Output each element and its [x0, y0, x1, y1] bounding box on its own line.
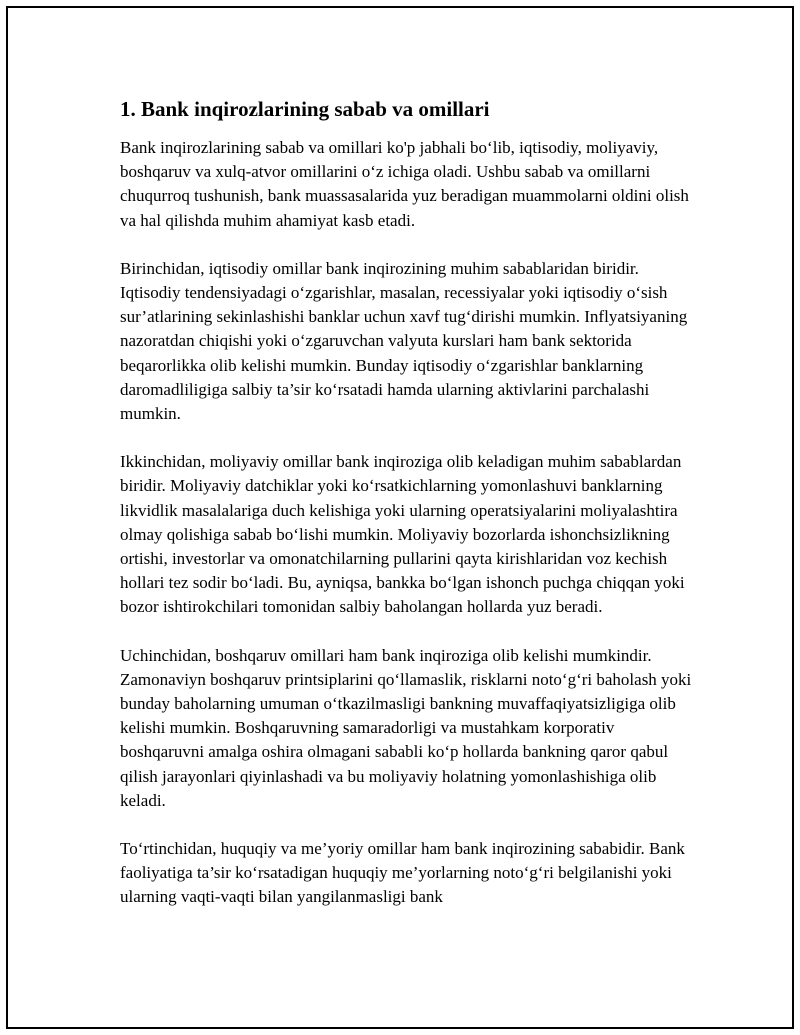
paragraph-2: Birinchidan, iqtisodiy omillar bank inqirozining muhim sabablaridan biridir. Iqtisodiy tendensiyadagi o‘zgarishlar, masalan, recessiyalar yoki iqtisodiy o‘sish sur’atlarining sekinlashishi banklar uchun xavf tug‘dirishi mumkin. Inflyatsiyaning nazoratdan chiqishi yoki o‘zgaruvchan valyuta kurslari ham bank sektorida beqarorlikka olib kelishi mumkin. Bunday iqtisodiy o‘zgarishlar banklarning daromadliligiga salbiy ta’sir ko‘rsatadi hamda ularning aktivlarini parchalashi mumkin.	[120, 258, 688, 424]
document-content	[120, 94, 695, 934]
paragraph-3: Ikkinchidan, moliyaviy omillar bank inqiroziga olib keladigan muhim sabablardan biridir. Moliyaviy datchiklar yoki ko‘rsatkichlarning yomonlashuvi banklarning likvidlik masalalariga duch kelishiga yoki ularning operatsiyalarini moliyalashtira olmay qolishiga sabab bo‘lishi mumkin. Moliyaviy bozorlarda ishonchsizlikning ortishi, investorlar va omonatchilarning pullarini qayta kirishlaridan voz kechish hollari tez sodir bo‘ladi. Bu, ayniqsa, bankka bo‘lgan ishonch puchga chiqqan yoki bozor ishtirokchilari tomonidan salbiy baholangan hollarda yuz beradi.	[120, 452, 685, 617]
page-frame	[6, 6, 794, 1029]
section-heading: 1. Bank inqirozlarining sabab va omillari	[120, 97, 490, 121]
paragraph-1: Bank inqirozlarining sabab va omillari ko'p jabhali bo‘lib, iqtisodiy, moliyaviy, boshqaruv va xulq-atvor omillarini o‘z ichiga oladi. Ushbu sabab va omillarni chuqurroq tushunish, bank muassasalarida yuz beradigan muammolarni oldini olish va hal qilishda muhim ahamiyat kasb etadi.	[120, 138, 689, 230]
paragraph-5: To‘rtinchidan, huquqiy va me’yoriy omillar ham bank inqirozining sababidir. Bank faoliyatiga ta’sir ko‘rsatadigan huquqiy me’yorlarning noto‘g‘ri belgilanishi yoki ularning vaqti-vaqti bilan yangilanmasligi bank	[120, 839, 685, 907]
paragraph-4: Uchinchidan, boshqaruv omillari ham bank inqiroziga olib kelishi mumkindir. Zamonaviyn boshqaruv printsiplarini qo‘llamaslik, risklarni noto‘g‘ri baholash yoki bunday baholarning umuman o‘tkazilmasligi bankning muvaffaqiyatsizligiga olib kelishi mumkin. Boshqaruvning samaradorligi va mustahkam korporativ boshqaruvni amalga oshira olmagani sababli ko‘p hollarda bankning qaror qabul qilish jarayonlari qiyinlashadi va bu moliyaviy holatning yomonlashishiga olib keladi.	[120, 645, 692, 810]
